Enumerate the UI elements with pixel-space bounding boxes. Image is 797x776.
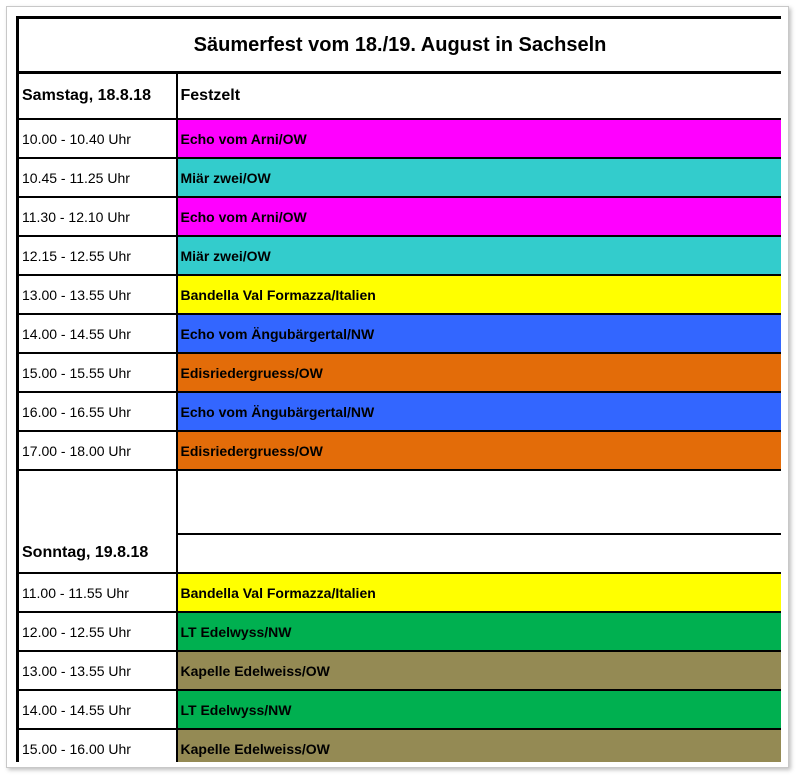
time-slot: 12.00 - 12.55 Uhr (18, 612, 177, 651)
band-name: Kapelle Edelweiss/OW (177, 729, 782, 762)
time-slot: 14.00 - 14.55 Uhr (18, 690, 177, 729)
sunday-header-row (18, 534, 782, 573)
band-name: Echo vom Arni/OW (177, 197, 782, 236)
band-name: Echo vom Ängubärgertal/NW (177, 314, 782, 353)
time-slot: 10.45 - 11.25 Uhr (18, 158, 177, 197)
schedule-table (16, 16, 781, 762)
schedule-sheet (16, 16, 781, 762)
time-slot: 10.00 - 10.40 Uhr (18, 119, 177, 158)
time-slot: 13.00 - 13.55 Uhr (18, 651, 177, 690)
sunday-schedule-row (18, 690, 782, 729)
sunday-schedule-row (18, 573, 782, 612)
saturday-schedule-row (18, 236, 782, 275)
band-name: Bandella Val Formazza/Italien (177, 275, 782, 314)
band-name: Bandella Val Formazza/Italien (177, 573, 782, 612)
sunday-schedule-row (18, 651, 782, 690)
saturday-header-row (18, 73, 782, 120)
time-slot: 14.00 - 14.55 Uhr (18, 314, 177, 353)
page-title: Säumerfest vom 18./19. August in Sachseln (18, 18, 782, 73)
saturday-schedule-row (18, 158, 782, 197)
time-slot: 15.00 - 16.00 Uhr (18, 729, 177, 762)
empty-cell (177, 470, 782, 534)
saturday-schedule-row (18, 392, 782, 431)
time-slot: 17.00 - 18.00 Uhr (18, 431, 177, 470)
band-name: Kapelle Edelweiss/OW (177, 651, 782, 690)
saturday-schedule-row (18, 353, 782, 392)
time-slot: 15.00 - 15.55 Uhr (18, 353, 177, 392)
saturday-schedule-row (18, 275, 782, 314)
band-name: Edisriedergruess/OW (177, 431, 782, 470)
sunday-schedule-row (18, 729, 782, 762)
time-slot: 11.00 - 11.55 Uhr (18, 573, 177, 612)
time-slot: 11.30 - 12.10 Uhr (18, 197, 177, 236)
saturday-schedule-row (18, 314, 782, 353)
band-name: LT Edelwyss/NW (177, 690, 782, 729)
time-slot: 16.00 - 16.55 Uhr (18, 392, 177, 431)
band-name: Echo vom Ängubärgertal/NW (177, 392, 782, 431)
saturday-day-label: Samstag, 18.8.18 (18, 73, 177, 120)
title-row (18, 18, 782, 73)
band-name: Edisriedergruess/OW (177, 353, 782, 392)
venue-label: Festzelt (177, 73, 782, 120)
empty-cell (18, 470, 177, 534)
empty-cell (177, 534, 782, 573)
band-name: Miär zwei/OW (177, 158, 782, 197)
time-slot: 13.00 - 13.55 Uhr (18, 275, 177, 314)
band-name: Echo vom Arni/OW (177, 119, 782, 158)
spacer-row (18, 470, 782, 534)
saturday-schedule-row (18, 119, 782, 158)
band-name: Miär zwei/OW (177, 236, 782, 275)
time-slot: 12.15 - 12.55 Uhr (18, 236, 177, 275)
saturday-schedule-row (18, 197, 782, 236)
sunday-day-label: Sonntag, 19.8.18 (18, 534, 177, 573)
saturday-schedule-row (18, 431, 782, 470)
band-name: LT Edelwyss/NW (177, 612, 782, 651)
sunday-schedule-row (18, 612, 782, 651)
